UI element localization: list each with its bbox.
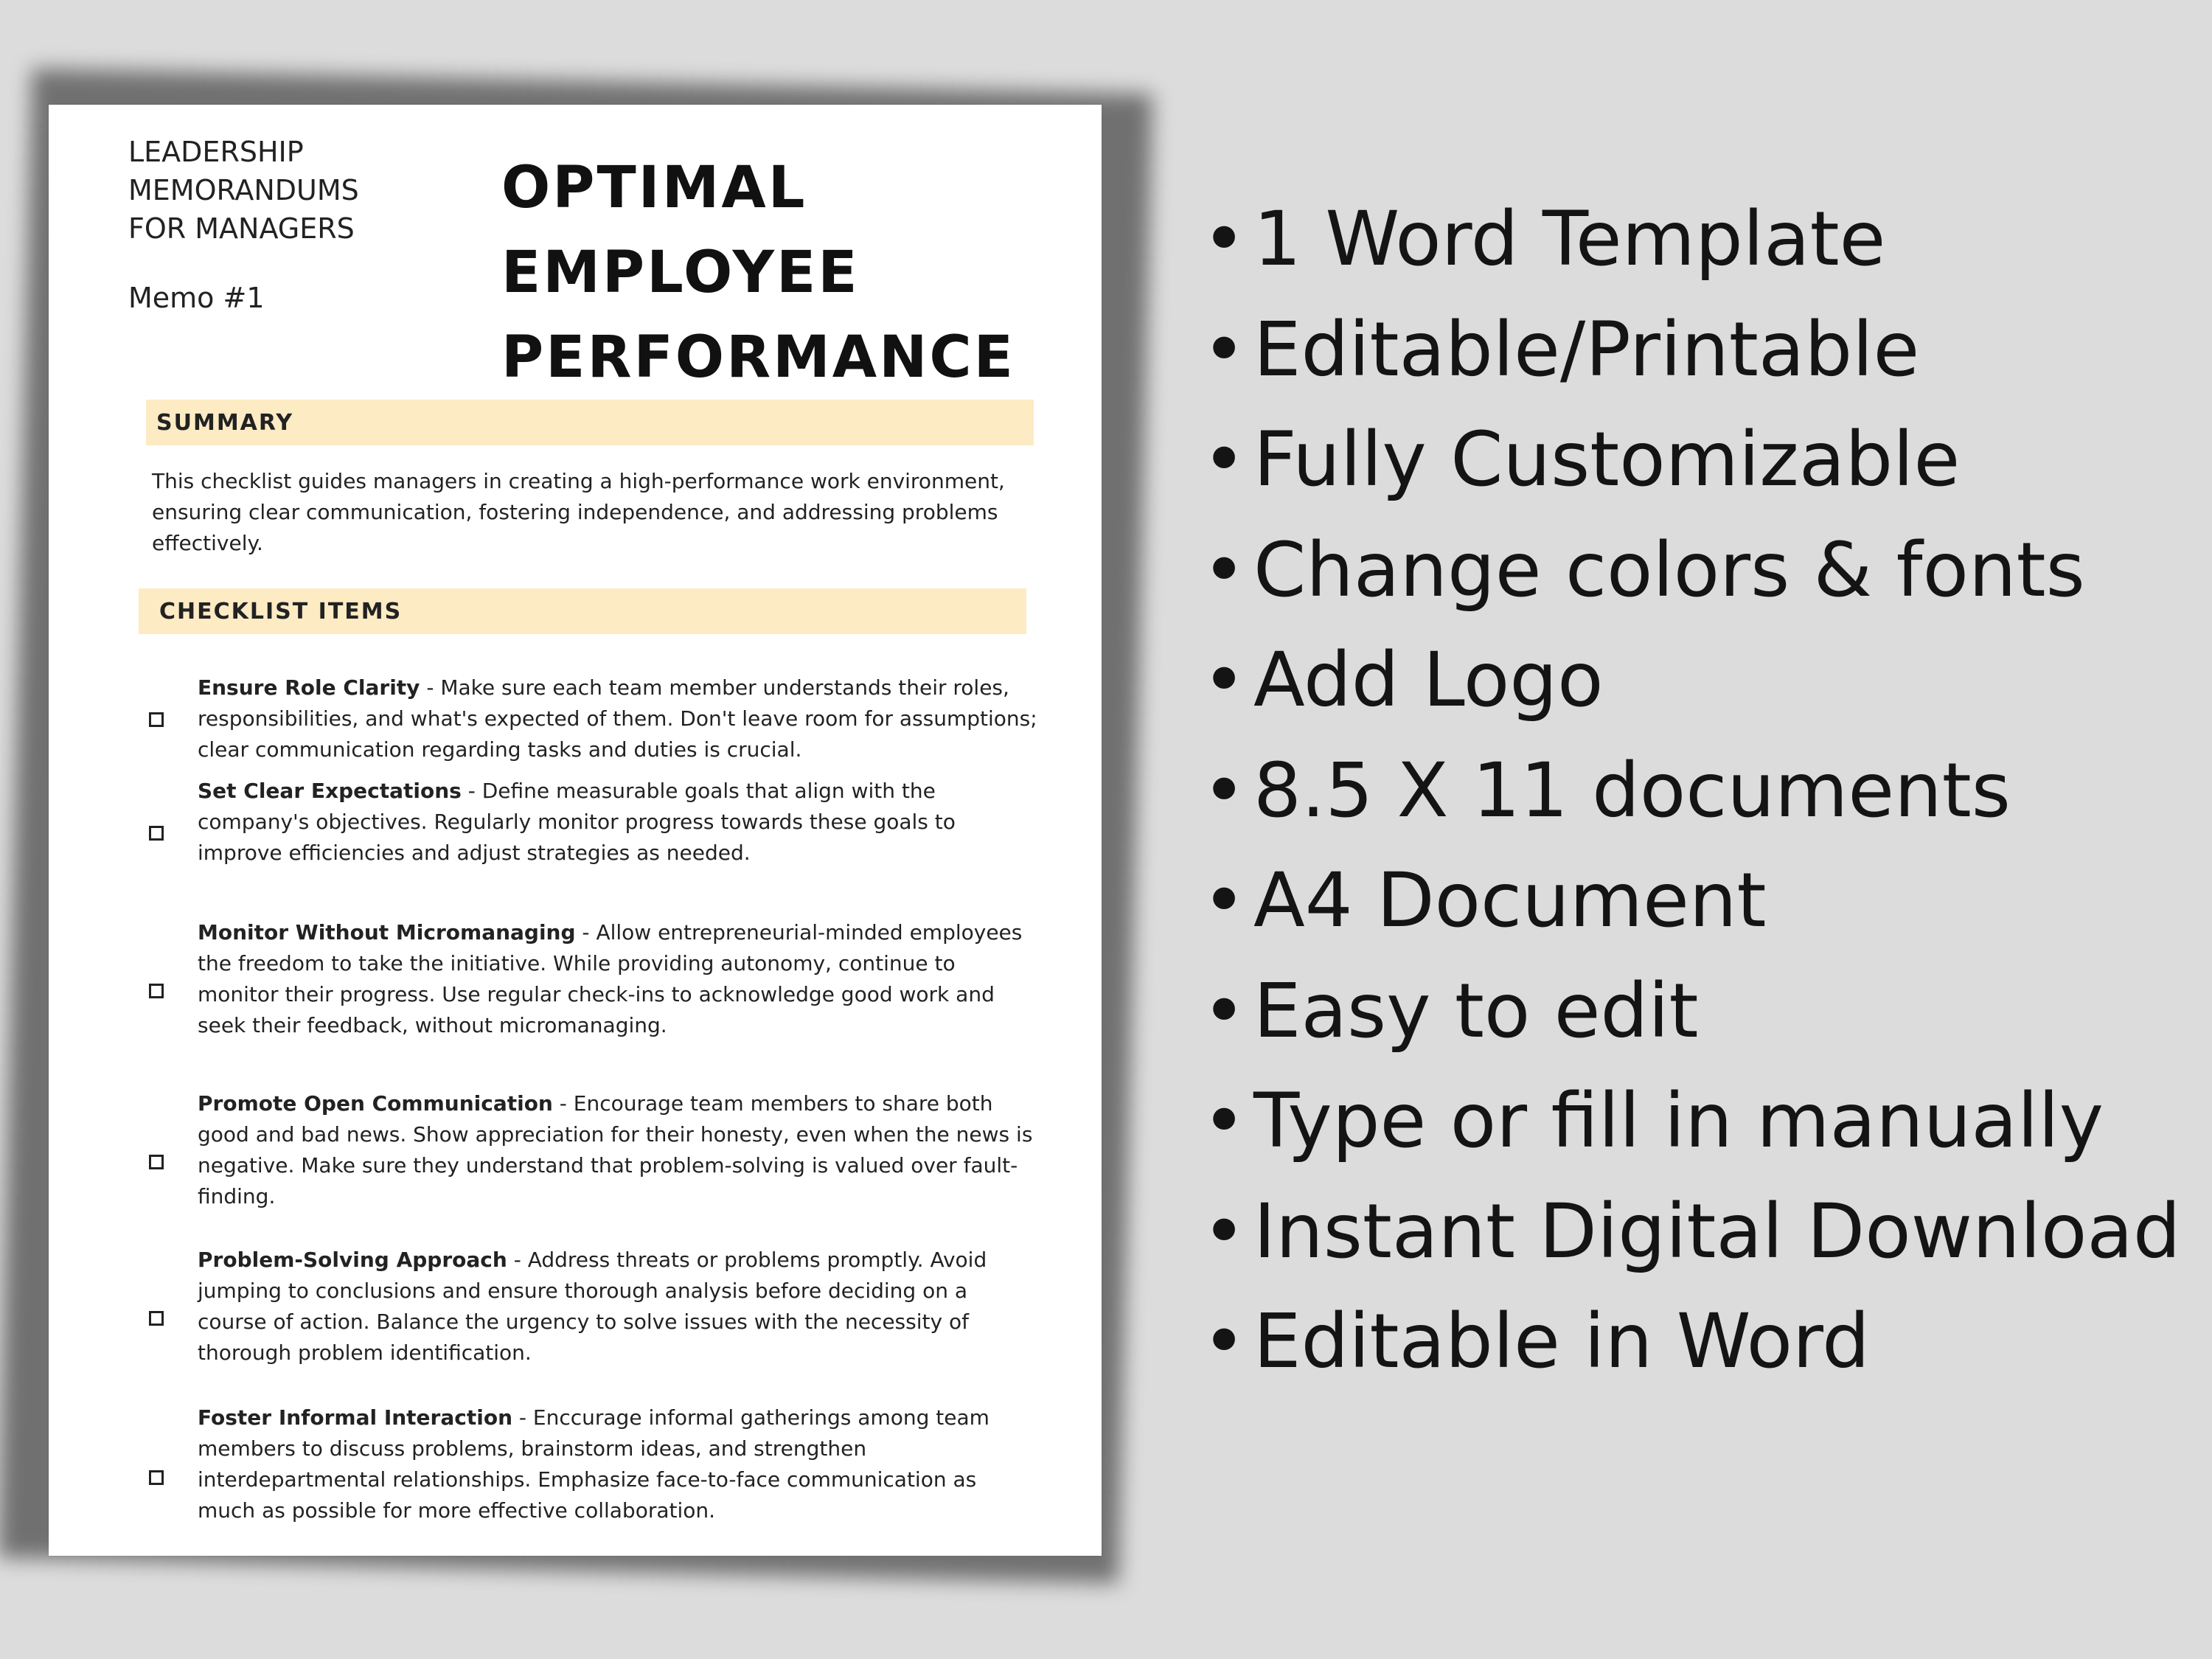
checkbox[interactable] [149,1311,164,1326]
checklist-item-body: Encourage team members to share both good and bad news. Show appreciation for their honesty, even when the news is negative. Make sure they understand that problem-solving is valued over fault-finding. [198,1091,1033,1208]
feature-item [1202,956,2181,1067]
document-page [49,105,1102,1556]
memo-number: Memo #1 [128,282,265,314]
feature-label: Change colors & fonts [1253,526,2085,614]
checklist-item-title: Foster Informal Interaction [198,1405,512,1430]
checklist-item-body: Make sure each team member understands their roles, responsibilities, and what's expected of them. Don't leave room for assumptions; clear communication regarding tasks and duties is crucial. [198,675,1037,762]
bullet-icon: • [1202,1077,1247,1165]
bullet-icon: • [1202,416,1247,504]
bullet-icon: • [1202,967,1247,1055]
checklist-item-body: Allow entrepreneurial-minded employees the freedom to take the initiative. While providing autonomy, continue to monitor their progress. Use regular check-ins to acknowledge good work and seek their feedback, without micromanaging. [198,920,1023,1037]
feature-item [1202,1177,2181,1287]
document-title: OPTIMAL EMPLOYEE PERFORMANCE [501,155,1015,391]
checklist-item-separator: - [512,1405,533,1430]
checkbox[interactable] [149,984,164,998]
checklist-item-separator: - [507,1248,528,1272]
org-label: LEADERSHIP MEMORANDUMS FOR MANAGERS [128,136,359,245]
checklist-item-body: Address threats or problems promptly. Avoid jumping to conclusions and ensure thorough analysis before deciding on a course of action. Balance the urgency to solve issues with the necessity of thorough problem identification. [198,1248,987,1365]
bullet-icon: • [1202,746,1247,835]
checkbox[interactable] [149,1470,164,1485]
summary-heading-label: SUMMARY [156,409,294,436]
feature-item [1202,515,2181,626]
feature-label: 8.5 X 11 documents [1253,746,2011,835]
feature-list [1202,184,2181,1397]
checklist-item-title: Monitor Without Micromanaging [198,920,576,945]
feature-label: Easy to edit [1253,967,1699,1055]
feature-item [1202,295,2181,406]
checklist-item-separator: - [461,779,482,803]
summary-heading [146,400,1034,445]
checklist-item-text [198,1402,1038,1526]
bullet-icon: • [1202,305,1247,394]
checkbox[interactable] [149,712,164,727]
checklist-item-separator: - [552,1091,574,1116]
summary-text: This checklist guides managers in creating a high-performance work environment, ensuring clear communication, fostering independence, and addressing problems effectively. [152,469,1005,555]
feature-item [1202,1066,2181,1177]
feature-item [1202,1287,2181,1397]
feature-label: A4 Document [1253,857,1767,945]
checkbox[interactable] [149,826,164,841]
checklist-item-title: Set Clear Expectations [198,779,462,803]
feature-item [1202,736,2181,846]
bullet-icon: • [1202,526,1247,614]
checklist-heading [139,588,1026,634]
checklist-item-text [198,776,1038,869]
checklist-item-title: Ensure Role Clarity [198,675,420,700]
feature-item [1202,184,2181,295]
feature-label: 1 Word Template [1253,195,1886,283]
bullet-icon: • [1202,636,1247,724]
feature-item [1202,405,2181,515]
feature-item [1202,625,2181,736]
checklist-item-text [198,1088,1038,1212]
checklist-item-text [198,917,1038,1041]
checklist-item-title: Problem-Solving Approach [198,1248,507,1272]
checklist-item-title: Promote Open Communication [198,1091,553,1116]
bullet-icon: • [1202,857,1247,945]
bullet-icon: • [1202,195,1247,283]
feature-label: Type or fill in manually [1253,1077,2104,1165]
feature-label: Instant Digital Download [1253,1187,2181,1276]
feature-item [1202,846,2181,956]
checklist-item-separator: - [575,920,597,945]
checklist-item-separator: - [420,675,441,700]
checklist-item-body: Enccurage informal gatherings among team members to discuss problems, brainstorm ideas, and strengthen interdepartmental relationships. Emphasize face-to-face communication as much as possible for more effective collaboration. [198,1405,990,1523]
checkbox[interactable] [149,1155,164,1169]
feature-label: Fully Customizable [1253,416,1961,504]
feature-label: Add Logo [1253,636,1604,724]
checklist-heading-label: CHECKLIST ITEMS [159,598,403,625]
feature-label: Editable in Word [1253,1298,1870,1385]
bullet-icon: • [1202,1298,1247,1385]
feature-label: Editable/Printable [1253,305,1920,394]
bullet-icon: • [1202,1187,1247,1276]
checklist-item-body: Define measurable goals that align with the company's objectives. Regularly monitor progress towards these goals to improve efficiencies and adjust strategies as needed. [198,779,956,865]
checklist-item-text [198,1245,1038,1368]
checklist-item-text [198,672,1038,765]
